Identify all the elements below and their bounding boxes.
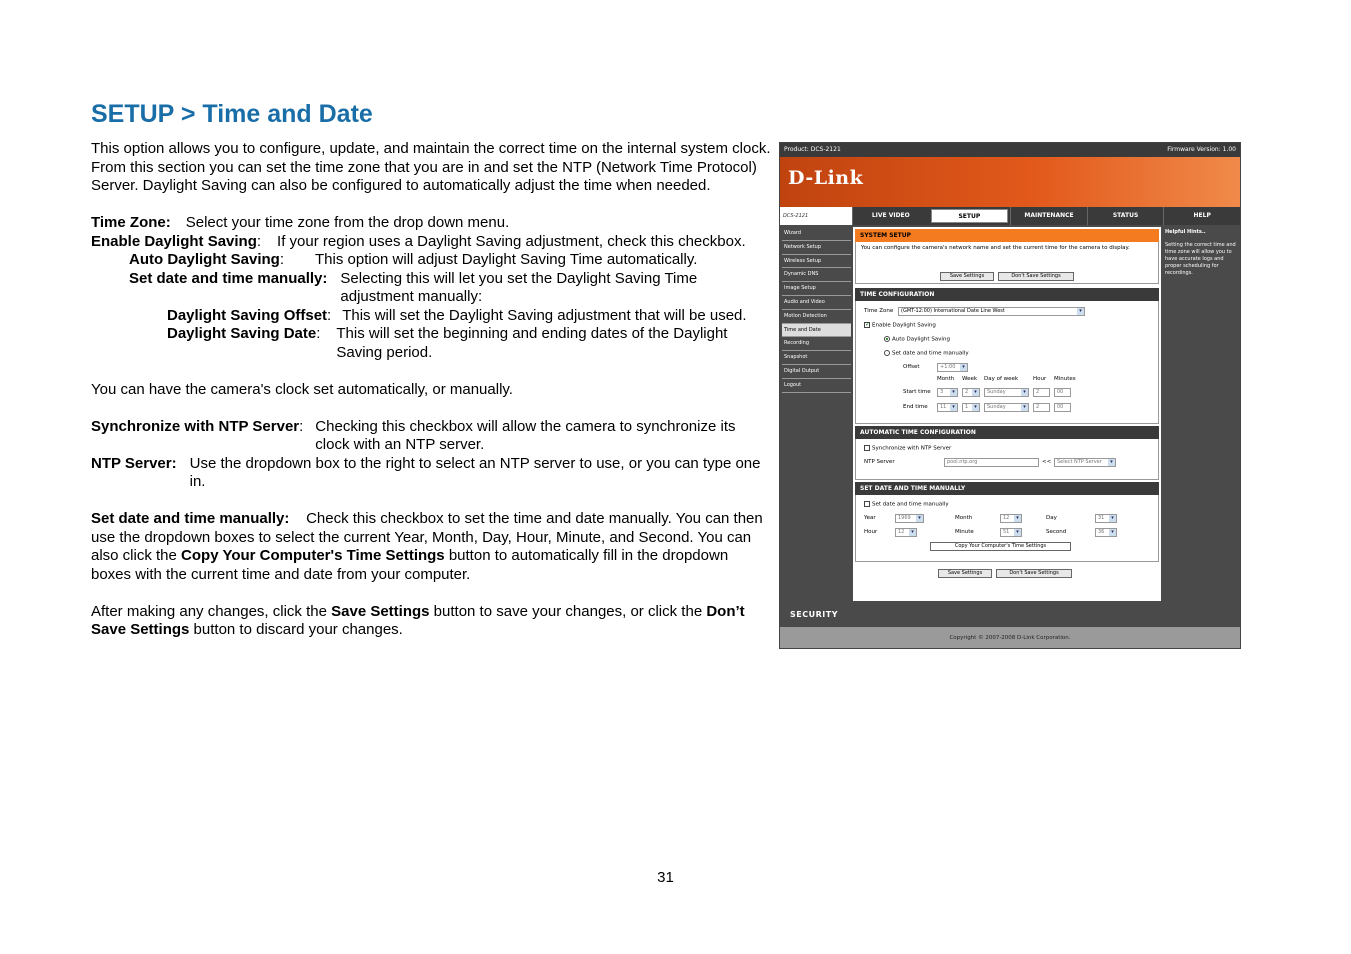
end-week-select[interactable]: 1 ▾ (962, 403, 980, 412)
end-hour-input[interactable]: 2 (1033, 403, 1050, 412)
minute-label: Minute (955, 529, 974, 535)
sidebar-item-motion-detection[interactable]: Motion Detection (782, 310, 851, 324)
end-month-select[interactable]: 11 ▾ (937, 403, 958, 412)
manual-time-header: SET DATE AND TIME MANUALLY (855, 482, 1159, 495)
sidebar-item-logout[interactable]: Logout (782, 379, 851, 393)
page-title: SETUP > Time and Date (91, 100, 373, 128)
start-day-select[interactable]: Sunday ▾ (984, 388, 1029, 397)
system-setup-section (855, 229, 1159, 284)
ntp-arrow: << (1042, 459, 1052, 465)
manual-ds-radio[interactable] (884, 350, 890, 356)
camera-ui-screenshot (779, 142, 1241, 649)
offset-label: Offset (903, 364, 920, 370)
second-select[interactable]: 36 ▾ (1095, 528, 1117, 537)
col-month: Month (937, 376, 955, 382)
sidebar-item-image-setup[interactable]: Image Setup (782, 282, 851, 296)
sidebar-item-snapshot[interactable]: Snapshot (782, 351, 851, 365)
sidebar-item-digital-output[interactable]: Digital Output (782, 365, 851, 379)
save-button-bottom[interactable]: Save Settings (938, 569, 992, 578)
end-day-select[interactable]: Sunday ▾ (984, 403, 1029, 412)
document-body (91, 140, 771, 640)
sidebar-item-recording[interactable]: Recording (782, 337, 851, 351)
time-zone-label: Time Zone (864, 308, 894, 314)
def-set-date-manually: Set date and time manually: Selecting this will let you set the Daylight Saving Time adjustment manually: (129, 269, 698, 305)
auto-time-header: AUTOMATIC TIME CONFIGURATION (855, 426, 1159, 439)
model-label: DCS-2121 (780, 207, 852, 225)
time-config-section (855, 288, 1159, 424)
start-month-select[interactable]: 3 ▾ (937, 388, 958, 397)
manual-time-checkbox[interactable] (864, 501, 870, 507)
sidebar-item-audio-video[interactable]: Audio and Video (782, 296, 851, 310)
manual-time-label: Set date and time manually (872, 501, 949, 508)
def-daylight-saving-offset: Daylight Saving Offset: This will set the Daylight Saving adjustment that will be used. (167, 306, 747, 324)
hints-text: Setting the correct time and time zone will allow you to have accurate logs and proper scheduling for recordings. (1165, 242, 1236, 276)
sidebar-item-network-setup[interactable]: Network Setup (782, 241, 851, 255)
second-label: Second (1046, 529, 1067, 535)
col-week: Week (962, 376, 978, 382)
def-enable-daylight-saving: Enable Daylight Saving: If your region uses a Daylight Saving adjustment, check this checkbox. (91, 232, 746, 250)
helpful-hints (1163, 227, 1240, 601)
def-ntp-server: NTP Server: Use the dropdown box to the right to select an NTP server to use, or you can type one in. (91, 454, 761, 490)
def-daylight-saving-date: Daylight Saving Date: This will set the beginning and ending dates of the Daylight Saving period. (167, 325, 728, 361)
dont-save-button-top[interactable]: Don't Save Settings (998, 272, 1074, 281)
end-minutes-input[interactable]: 00 (1054, 403, 1071, 412)
time-config-header: TIME CONFIGURATION (855, 288, 1159, 301)
start-week-select[interactable]: 2 ▾ (962, 388, 980, 397)
hour-label: Hour (864, 529, 878, 535)
def-auto-daylight-saving: Auto Daylight Saving: This option will adjust Daylight Saving Time automatically. (129, 251, 698, 268)
auto-time-section (855, 426, 1159, 480)
sync-ntp-label: Synchronize with NTP Server (872, 445, 952, 452)
sidebar-item-dynamic-dns[interactable]: Dynamic DNS (782, 268, 851, 282)
day-select[interactable]: 31 ▾ (1095, 514, 1117, 523)
enable-ds-label: Enable Daylight Saving (872, 322, 936, 329)
sidebar-item-wizard[interactable]: Wizard (782, 227, 851, 241)
year-select[interactable]: 1969 ▾ (895, 514, 924, 523)
intro-paragraph: This option allows you to configure, update, and maintain the correct time on the internal system clock. From this section you can set the time zone that you are in and set the NTP (Network Time Protocol) Server. Daylight Saving can also be configured to automatically adjust the time when needed. (91, 140, 771, 194)
sync-ntp-checkbox[interactable] (864, 445, 870, 451)
manual-time-section (855, 482, 1159, 562)
sidebar-item-time-date[interactable]: Time and Date (782, 324, 851, 338)
month-select[interactable]: 12 ▾ (1000, 514, 1022, 523)
copyright: Copyright © 2007-2008 D-Link Corporation. (780, 627, 1240, 649)
sidebar-item-wireless-setup[interactable]: Wireless Setup (782, 255, 851, 269)
tab-setup[interactable]: SETUP (931, 209, 1009, 223)
page-number: 31 (657, 869, 674, 886)
auto-ds-label: Auto Daylight Saving (892, 336, 950, 343)
col-day-of-week: Day of week (984, 376, 1019, 382)
auto-ds-radio[interactable] (884, 336, 890, 342)
hour-select[interactable]: 12 ▾ (895, 528, 917, 537)
sidebar (782, 227, 851, 393)
tab-maintenance[interactable]: MAINTENANCE (1010, 207, 1087, 225)
start-hour-input[interactable]: 2 (1033, 388, 1050, 397)
ntp-server-label: NTP Server (864, 459, 895, 465)
start-minutes-input[interactable]: 00 (1054, 388, 1071, 397)
col-minutes: Minutes (1054, 376, 1076, 382)
product-bar: Product: DCS-2121 Firmware Version: 1.00 (780, 143, 1240, 157)
after-paragraph: After making any changes, click the Save Settings button to save your changes, or click the Don’t Save Settings button to discard your changes. (91, 602, 745, 638)
ntp-server-input[interactable]: pool.ntp.org (944, 458, 1039, 467)
day-label: Day (1046, 515, 1057, 521)
copy-time-button[interactable]: Copy Your Computer's Time Settings (930, 542, 1071, 551)
security-footer: SECURITY (780, 603, 1240, 627)
ntp-server-select[interactable]: Select NTP Server ▾ (1054, 458, 1116, 467)
tab-help[interactable]: HELP (1163, 207, 1240, 225)
ui-body (780, 225, 1240, 603)
enable-ds-checkbox[interactable] (864, 322, 870, 328)
dont-save-button-bottom[interactable]: Don't Save Settings (996, 569, 1072, 578)
year-label: Year (864, 515, 876, 521)
manual-ds-label: Set date and time manually (892, 350, 969, 357)
month-label: Month (955, 515, 973, 521)
clock-note: You can have the camera's clock set automatically, or manually. (91, 380, 513, 398)
save-button-top[interactable]: Save Settings (940, 272, 994, 281)
def-sync-ntp: Synchronize with NTP Server: Checking this checkbox will allow the camera to synchronize its clock with an NTP server. (91, 417, 736, 453)
minute-select[interactable]: 51 ▾ (1000, 528, 1022, 537)
main-panel (853, 227, 1161, 601)
tab-status[interactable]: STATUS (1087, 207, 1164, 225)
end-time-label: End time (903, 404, 928, 410)
manual-paragraph: Set date and time manually: Check this checkbox to set the time and date manually. You can then use the dropdown boxes to select the current Year, Month, Day, Hour, Minute, and Second. You can also click the Copy Your Computer's Time Settings button to automatically fill in the dropdown boxes with the current time and date from your computer. (91, 510, 763, 583)
col-hour: Hour (1033, 376, 1047, 382)
dlink-logo: D-Link (788, 167, 864, 189)
top-nav (780, 207, 1240, 225)
offset-select[interactable]: +1:00 ▾ (937, 363, 968, 372)
setup-description: You can configure the camera's network name and set the current time for the camera to display. (861, 245, 1130, 251)
hints-title: Helpful Hints.. (1165, 229, 1206, 235)
def-time-zone: Time Zone: Select your time zone from the drop down menu. (91, 214, 510, 231)
system-setup-header: SYSTEM SETUP (855, 229, 1159, 242)
start-time-label: Start time (903, 389, 931, 395)
tab-live-video[interactable]: LIVE VIDEO (852, 207, 929, 225)
time-zone-select[interactable]: (GMT-12:00) International Date Line West ▾ (898, 307, 1085, 316)
